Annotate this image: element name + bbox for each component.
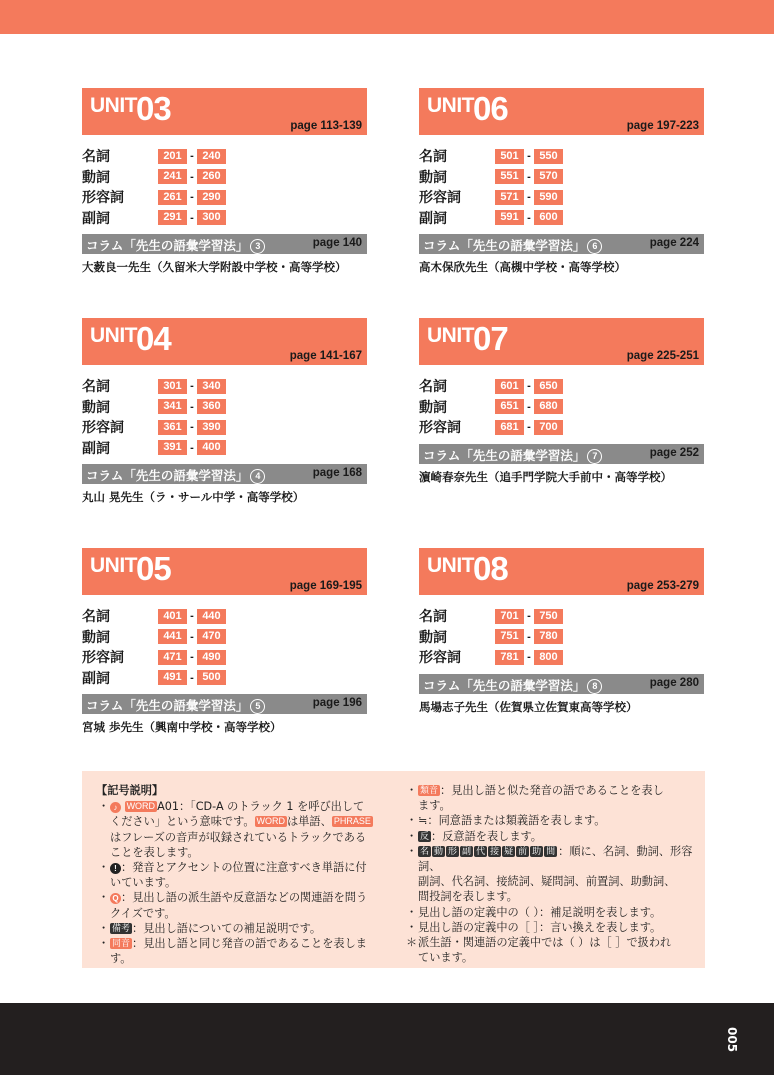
range-end: 800 [534,650,563,665]
part-of-speech: 名詞 [419,379,447,396]
part-of-speech: 名詞 [82,149,110,166]
range-end: 360 [197,399,226,414]
range-start: 491 [158,670,187,685]
column-bar [419,674,704,694]
part-of-speech: 形容詞 [419,650,461,667]
range-end: 650 [534,379,563,394]
range-row [82,668,367,689]
range-start: 501 [495,149,524,164]
part-of-speech: 名詞 [82,379,110,396]
part-of-speech: 名詞 [419,149,447,166]
column-page: page 168 [312,467,362,479]
part-of-speech: 動詞 [419,399,447,416]
unit-number: 08 [473,550,508,587]
unit-page-range: page 197-223 [626,120,699,132]
range-dash: - [190,610,194,623]
range-list [419,146,704,228]
column-number-icon: 8 [587,679,602,694]
range-row [82,438,367,459]
unit-block [82,548,367,735]
range-end: 300 [197,210,226,225]
unit-header [82,88,367,135]
legend-item-synonym: ・ ≒：同意語または類義語を表します。 [406,814,606,828]
similar-sound-tag: 類音 [420,785,439,795]
bottom-footer-bar [0,1003,774,1075]
range-row [82,627,367,648]
range-list [419,376,704,438]
range-row [419,167,704,188]
unit-label: UNIT [427,94,474,117]
range-start: 781 [495,650,524,665]
range-row [82,606,367,627]
range-dash: - [190,380,194,393]
range-dash: - [190,421,194,434]
column-number-icon: 6 [587,239,602,254]
antonym-icon: 反 [420,830,430,841]
pos-tags [418,845,558,858]
teacher-name: 大薮良一先生（久留米大学附設中学校・高等学校） [82,260,347,274]
range-end: 440 [197,609,226,624]
range-row [419,397,704,418]
column-bar [82,234,367,254]
audio-icon: ♪ [110,802,121,813]
range-end: 260 [197,169,226,184]
teacher-name: 宮城 歩先生（興南中学校・高等学校） [82,720,282,734]
part-of-speech: 名詞 [82,609,110,626]
part-of-speech: 副詞 [82,210,110,227]
range-dash: - [190,400,194,413]
column-bar [82,694,367,714]
range-start: 651 [495,399,524,414]
column-page: page 280 [649,676,699,689]
range-start: 261 [158,190,187,205]
range-dash: - [527,400,531,413]
range-row [419,647,704,668]
legend-item-parentheses: ・ 見出し語の定義中の（ ）：補足説明を表します。 [406,905,662,919]
unit-block [419,548,704,715]
column-title: コラム「先生の語彙学習法」 6 [423,236,602,254]
part-of-speech: 副詞 [82,670,110,687]
column-title: コラム「先生の語彙学習法」 7 [423,446,602,464]
range-start: 361 [158,420,187,435]
range-list [419,606,704,668]
part-of-speech: 動詞 [82,399,110,416]
range-start: 291 [158,210,187,225]
column-bar [82,464,367,484]
range-start: 441 [158,629,187,644]
unit-label: UNIT [90,94,137,117]
note-tag: 備考 [112,922,131,933]
unit-header [419,548,704,595]
range-start: 201 [158,149,187,164]
unit-label: UNIT [427,554,474,577]
unit-header [419,318,704,365]
range-end: 500 [197,670,226,685]
column-title: コラム「先生の語彙学習法」 4 [86,466,265,484]
range-dash: - [527,630,531,643]
range-end: 290 [197,190,226,205]
legend-item-similar-sound: ・ 類音 ：見出し語と似た発音の語であることを表し ます。 [406,784,664,813]
range-dash: - [527,651,531,664]
unit-number: 04 [136,320,171,357]
unit-page-range: page 113-139 [290,120,362,132]
page-number: 005 [725,1027,739,1053]
unit-number: 06 [473,90,508,127]
legend-item-parts-of-speech: ・ 名 動 形 副 代 接 疑 前 助 間 ：順に、名詞、動詞、形容詞、 副詞、代名詞、接続詞、疑問詞、前置詞、助動詞、 間投詞を表します。 [406,844,693,904]
range-row [82,187,367,208]
unit-block [82,318,367,505]
part-of-speech: 動詞 [419,169,447,186]
range-start: 401 [158,609,187,624]
range-dash: - [190,651,194,664]
pos-tag-icon: 接 [490,845,500,856]
pos-tag-icon: 疑 [504,845,514,856]
unit-number: 07 [473,320,508,357]
part-of-speech: 形容詞 [419,420,461,437]
range-row [82,208,367,229]
range-start: 471 [158,650,187,665]
teacher-name: 馬場志子先生（佐賀県立佐賀東高等学校） [419,699,638,714]
range-dash: - [527,380,531,393]
part-of-speech: 形容詞 [82,190,124,207]
range-dash: - [527,610,531,623]
range-start: 241 [158,169,187,184]
asterisk-icon: ＊ [406,936,418,950]
range-row [419,208,704,229]
range-end: 240 [197,149,226,164]
pos-tag-icon: 形 [448,845,458,856]
range-end: 700 [534,420,563,435]
part-of-speech: 名詞 [419,609,447,626]
range-row [419,417,704,438]
range-dash: - [527,211,531,224]
unit-block [419,318,704,485]
unit-page-range: page 253-279 [626,580,699,592]
homophone-tag: 同音 [112,938,131,949]
range-list [82,376,367,458]
legend-item-antonym: ・ 反 ：反意語を表します。 [406,829,542,843]
part-of-speech: 副詞 [419,210,447,227]
range-dash: - [527,170,531,183]
unit-page-range: page 141-167 [289,350,362,362]
column-page: page 140 [312,237,362,249]
legend-title: 【記号説明】 [96,784,164,797]
range-end: 550 [534,149,563,164]
range-dash: - [527,421,531,434]
unit-block [82,88,367,275]
pos-tag-icon: 間 [546,845,556,856]
teacher-name: 濵崎春奈先生（追手門学院大手前中・高等学校） [419,469,672,484]
pos-tag-icon: 助 [532,845,542,856]
range-dash: - [190,441,194,454]
range-start: 591 [495,210,524,225]
range-start: 391 [158,440,187,455]
range-row [419,187,704,208]
range-start: 301 [158,379,187,394]
unit-page-range: page 169-195 [289,580,362,592]
legend-right-column [404,783,696,965]
pos-tag-icon: 名 [420,845,430,856]
range-list [82,606,367,688]
part-of-speech: 動詞 [82,629,110,646]
word-tag: WORD [126,801,156,812]
range-end: 680 [534,399,563,414]
pos-tag-icon: 動 [434,845,444,856]
exclamation-icon: ! [110,863,121,874]
legend-item-brackets: ・ 見出し語の定義中の［ ］：言い換えを表します。 [406,920,662,934]
range-dash: - [190,191,194,204]
range-dash: - [190,170,194,183]
range-start: 341 [158,399,187,414]
unit-label: UNIT [427,324,474,347]
range-row [419,606,704,627]
range-start: 681 [495,420,524,435]
column-title: コラム「先生の語彙学習法」 5 [86,696,265,714]
unit-label: UNIT [90,324,137,347]
column-number-icon: 5 [250,699,265,714]
range-end: 490 [197,650,226,665]
range-end: 390 [197,420,226,435]
range-end: 780 [534,629,563,644]
part-of-speech: 形容詞 [82,650,124,667]
legend-item-cd-track: ・ ♪ WORD A01：「CD-A のトラック 1 を呼び出して ください」という意味です。 WORD は単語、 PHRASE はフレーズの音声が収録されているトラックである ことを表します。 [98,800,371,859]
range-row [82,376,367,397]
pos-tag-icon: 前 [518,845,528,856]
top-header-bar [0,0,774,34]
range-start: 551 [495,169,524,184]
range-row [82,647,367,668]
unit-page-range: page 225-251 [626,350,699,362]
unit-number: 03 [136,90,171,127]
column-title: コラム「先生の語彙学習法」 8 [423,676,602,694]
unit-header [82,548,367,595]
range-dash: - [190,671,194,684]
range-end: 400 [197,440,226,455]
range-start: 571 [495,190,524,205]
legend-item-pronunciation: ・ ! ：発音とアクセントの位置に注意すべき単語に付 いています。 [98,861,367,890]
range-dash: - [527,191,531,204]
column-number-icon: 4 [250,469,265,484]
unit-number: 05 [136,550,171,587]
synonym-icon: ≒ [418,814,428,828]
phrase-tag: PHRASE [333,816,371,827]
range-row [82,146,367,167]
range-end: 750 [534,609,563,624]
range-row [419,627,704,648]
range-end: 600 [534,210,563,225]
range-row [419,376,704,397]
range-row [82,397,367,418]
range-row [82,167,367,188]
legend-item-homophone: ・ 同音 ：見出し語と同じ発音の語であることを表します。 [98,937,367,966]
teacher-name: 丸山 晃先生（ラ・サール中学・高等学校） [82,490,305,504]
range-row [82,417,367,438]
unit-label: UNIT [90,554,137,577]
range-start: 601 [495,379,524,394]
legend-left-column [96,783,386,966]
column-number-icon: 7 [587,449,602,464]
column-bar [419,234,704,254]
part-of-speech: 形容詞 [82,420,124,437]
column-page: page 224 [649,237,699,249]
pos-tag-icon: 代 [476,845,486,856]
unit-header [419,88,704,135]
word-tag: WORD [256,816,286,827]
range-end: 570 [534,169,563,184]
column-page: page 196 [312,697,362,709]
legend-item-derivatives: ＊ 派生語・関連語の定義中では（ ）は［ ］で扱われ ています。 [406,936,672,965]
range-dash: - [190,630,194,643]
range-start: 701 [495,609,524,624]
quiz-icon: Q [110,893,121,904]
column-page: page 252 [649,446,699,459]
legend-item-note: ・ 備考 ：見出し語についての補足説明です。 [98,921,322,935]
column-title: コラム「先生の語彙学習法」 3 [86,236,265,254]
column-number-icon: 3 [250,239,265,254]
teacher-name: 高木保欣先生（高槻中学校・高等学校） [419,260,626,274]
part-of-speech: 形容詞 [419,190,461,207]
legend-item-quiz: ・ Q ：見出し語の派生語や反意語などの関連語を問う クイズです。 [98,891,368,920]
unit-header [82,318,367,365]
range-start: 751 [495,629,524,644]
range-dash: - [190,211,194,224]
range-end: 590 [534,190,563,205]
range-dash: - [527,150,531,163]
symbol-legend [82,771,705,968]
range-end: 340 [197,379,226,394]
range-list [82,146,367,228]
range-row [419,146,704,167]
range-dash: - [190,150,194,163]
pos-tag-icon: 副 [462,845,472,856]
column-bar [419,444,704,464]
part-of-speech: 動詞 [419,629,447,646]
part-of-speech: 副詞 [82,440,110,457]
unit-block [419,88,704,275]
part-of-speech: 動詞 [82,169,110,186]
range-end: 470 [197,629,226,644]
